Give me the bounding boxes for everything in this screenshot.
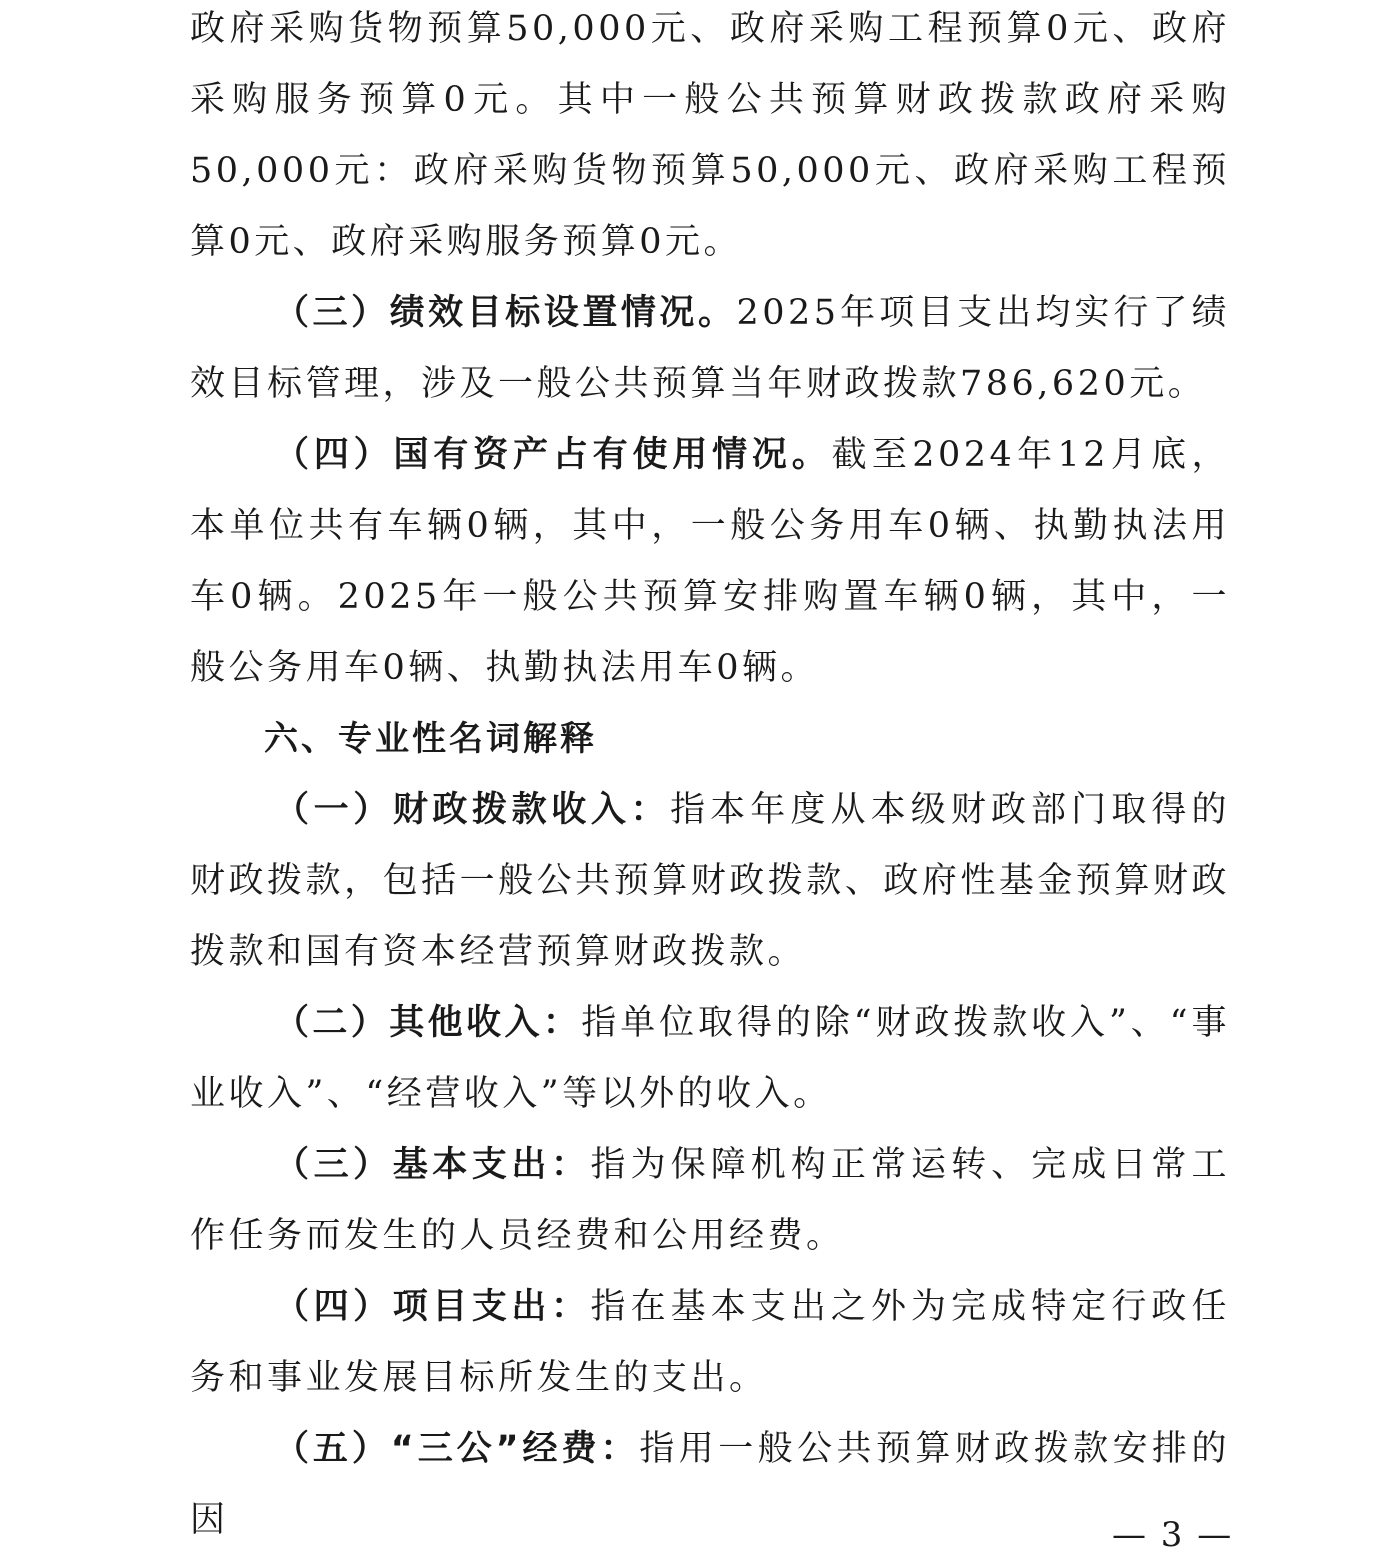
section-heading: 六、专业性名词解释 bbox=[264, 719, 597, 759]
paragraph-lead: （四）国有资产占有使用情况。 bbox=[274, 435, 832, 475]
definition-term: （二）其他收入： bbox=[274, 1003, 582, 1043]
paragraph-state-assets bbox=[190, 420, 1230, 704]
paragraph-procurement-budget bbox=[190, 0, 1230, 278]
definition-text: 指单位取得的除“财政拨款收入”、“事业收入”、“经营收入”等以外的收入。 bbox=[190, 1003, 1230, 1114]
definition-other-income bbox=[190, 988, 1230, 1130]
paragraph-text: 2025年项目支出均实行了绩效目标管理，涉及一般公共预算当年财政拨款786,620元。 bbox=[190, 293, 1230, 404]
definition-term: （一）财政拨款收入： bbox=[274, 790, 671, 830]
paragraph-text: 截至2024年12月底，本单位共有车辆0辆，其中，一般公务用车0辆、执勤执法用车0辆。2025年一般公共预算安排购置车辆0辆，其中，一般公务用车0辆、执勤执法用车0辆。 bbox=[190, 435, 1230, 688]
definition-text: 指为保障机构正常运转、完成日常工作任务而发生的人员经费和公用经费。 bbox=[190, 1145, 1230, 1256]
definition-term: （四）项目支出： bbox=[274, 1287, 591, 1327]
definition-term: （五）“三公”经费： bbox=[274, 1429, 640, 1469]
document-page bbox=[190, 0, 1234, 1556]
paragraph-lead: （三）绩效目标设置情况。 bbox=[274, 293, 737, 333]
paragraph-text: 政府采购货物预算50,000元、政府采购工程预算0元、政府采购服务预算0元。其中一般公共预算财政拨款政府采购50,000元：政府采购货物预算50,000元、政府采购工程预算0元、政府采购服务预算0元。 bbox=[190, 9, 1230, 262]
definition-basic-expenditure bbox=[190, 1130, 1230, 1272]
page-number: — 3 — bbox=[1112, 1515, 1234, 1555]
definition-project-expenditure bbox=[190, 1272, 1230, 1414]
definition-text: 指本年度从本级财政部门取得的财政拨款，包括一般公共预算财政拨款、政府性基金预算财政拨款和国有资本经营预算财政拨款。 bbox=[190, 790, 1230, 972]
definition-fiscal-appropriation-income bbox=[190, 775, 1230, 988]
definition-term: （三）基本支出： bbox=[274, 1145, 591, 1185]
definition-text: 指用一般公共预算财政拨款安排的因 bbox=[190, 1429, 1230, 1540]
definition-text: 指在基本支出之外为完成特定行政任务和事业发展目标所发生的支出。 bbox=[190, 1287, 1230, 1398]
definition-three-public-expenses bbox=[190, 1414, 1234, 1556]
paragraph-performance-targets bbox=[190, 278, 1230, 420]
